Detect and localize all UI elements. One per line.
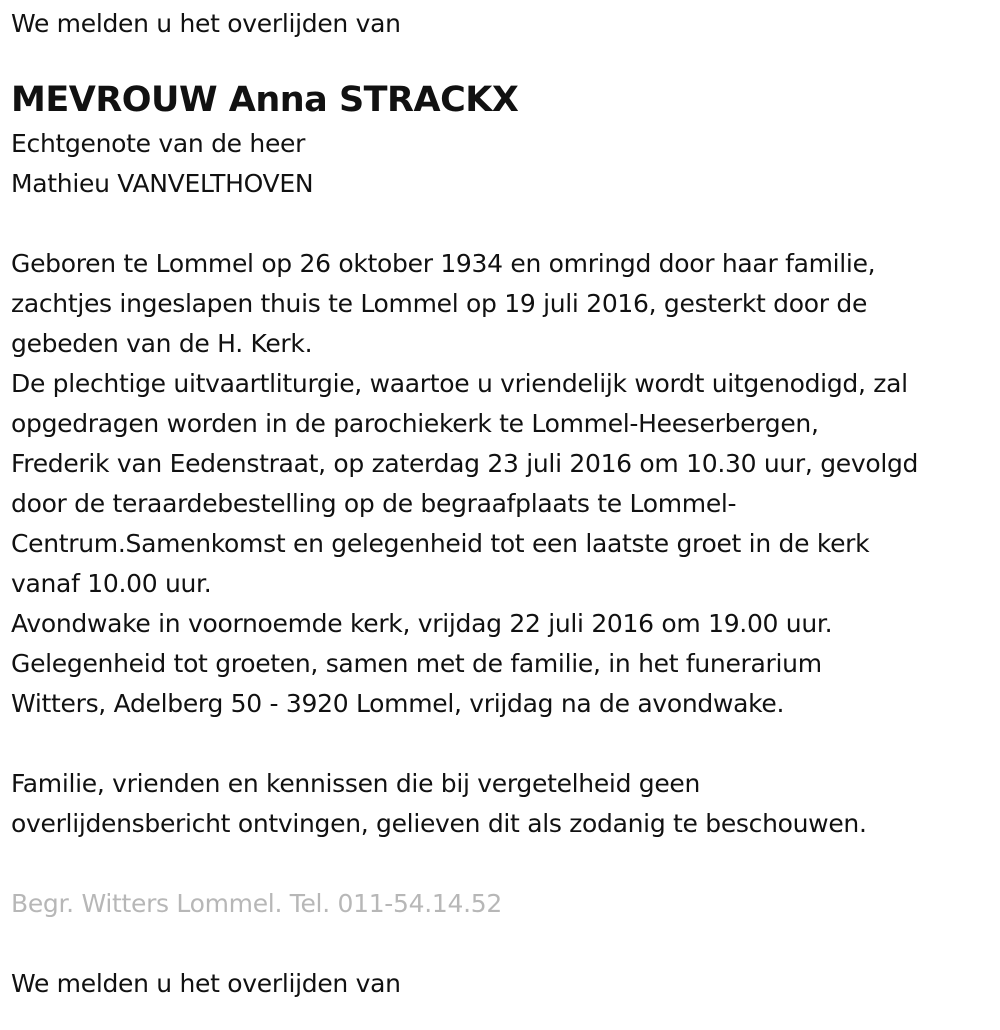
body-line: Geboren te Lommel op 26 oktober 1934 en omringd door haar familie, [11,249,876,278]
body-line: zachtjes ingeslapen thuis te Lommel op 19 juli 2016, gesterkt door de [11,289,868,318]
body-line: Gelegenheid tot groeten, samen met de familie, in het funerarium [11,649,822,678]
body-line: gebeden van de H. Kerk. [11,329,313,358]
spacer [11,924,996,964]
body-line: door de teraardebestelling op de begraafplaats te Lommel- [11,489,737,518]
closing-line: Familie, vrienden en kennissen die bij vergetelheid geen [11,769,701,798]
body-line: vanaf 10.00 uur. [11,569,212,598]
undertaker-contact: Begr. Witters Lommel. Tel. 011-54.14.52 [11,889,502,918]
spacer [11,844,996,884]
body-line: opgedragen worden in de parochiekerk te Lommel-Heeserbergen, [11,409,819,438]
body-line: Witters, Adelberg 50 - 3920 Lommel, vrijdag na de avondwake. [11,689,785,718]
next-notice-intro: We melden u het overlijden van [11,969,401,998]
notice-body [11,244,996,724]
body-line: De plechtige uitvaartliturgie, waartoe u vriendelijk wordt uitgenodigd, zal [11,369,908,398]
deceased-name: MEVROUW Anna STRACKX [11,80,519,120]
spacer [11,724,996,764]
intro-text: We melden u het overlijden van [11,9,401,38]
closing-line: overlijdensbericht ontvingen, gelieven dit als zodanig te beschouwen. [11,809,867,838]
spacer [11,204,996,244]
spouse-line-2: Mathieu VANVELTHOVEN [11,169,314,198]
body-line: Frederik van Eedenstraat, op zaterdag 23 juli 2016 om 10.30 uur, gevolgd [11,449,919,478]
closing-text [11,764,996,844]
spouse-line-1: Echtgenote van de heer [11,129,306,158]
death-notice [11,4,996,1004]
body-line: Centrum.Samenkomst en gelegenheid tot een laatste groet in de kerk [11,529,870,558]
body-line: Avondwake in voornoemde kerk, vrijdag 22 juli 2016 om 19.00 uur. [11,609,833,638]
